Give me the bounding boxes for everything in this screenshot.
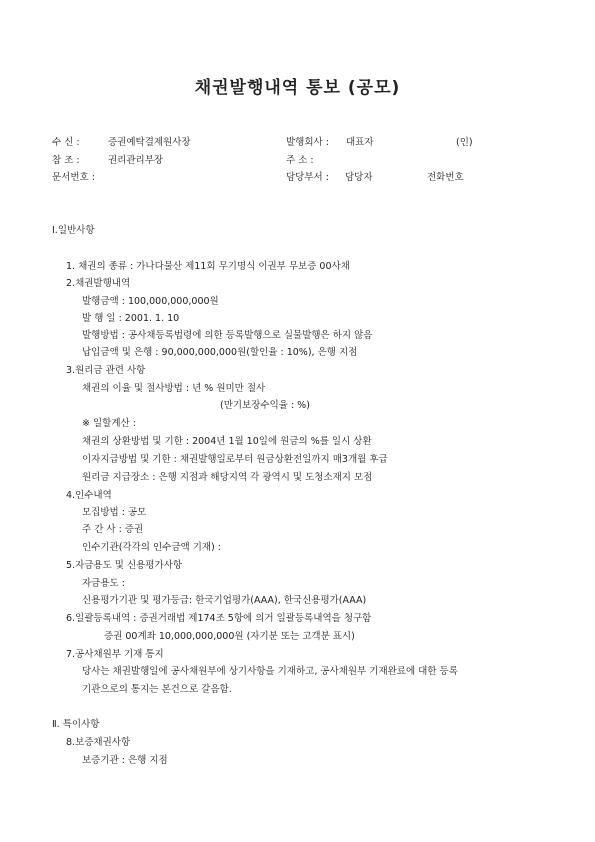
funds-use: 자금용도 : [82,578,125,589]
item-issue-heading: 2.채권발행내역 [66,278,131,289]
redemption-method: 채권의 상환방법 및 기한 : 2004년 1월 10일에 원금의 %를 일시 상환 [82,436,372,447]
reference-label: 참 조 : [52,155,80,166]
item-underwriting-heading: 4.인수내역 [66,490,112,501]
recipient-value: 증권예탁결제원사장 [108,137,191,148]
interest-payment: 이자지급방법 및 기한 : 채권발행일로부터 원금상환전일까지 매3개월 후급 [82,454,388,465]
address-label: 주 소 : [286,155,314,166]
payment-amount: 납입금액 및 은행 : 90,000,000,000원(할인율 : 10%), 은행 지점 [82,347,358,358]
payment-place: 원리금 지급장소 : 은행 지점과 해당지역 각 광역시 및 도청소재지 모점 [82,472,373,483]
dept-value: 담당자 [345,172,373,183]
lead-manager: 주 간 사 : 증권 [82,524,144,535]
ledger-notice-line1: 당사는 채권발행일에 공사채원부에 상기사항을 기재하고, 공사채원부 기재완료에 대한 등록 [82,666,458,677]
issue-method: 발행방법 : 공사채등록법령에 의한 등록발행으로 실물발행은 하지 않음 [82,330,373,341]
item-funds-heading: 5.자금용도 및 신용평가사항 [66,560,183,571]
registration-detail: 증권 00계좌 10,000,000,000원 (자기분 또는 고객분 표시) [104,631,355,642]
reference-value: 권리관리부장 [108,155,164,166]
issuer-label: 발행회사 : [286,137,329,148]
offering-method: 모집방법 : 공모 [82,507,147,518]
item-ledger-heading: 7.공사채원부 기재 통지 [66,649,164,660]
section-heading: Ⅱ. 특이사항 [52,719,100,730]
daily-calc-note: ※ 일할계산 : [82,418,136,429]
item-guarantee-heading: 8.보증채권사항 [66,737,131,748]
guarantor: 보증기관 : 은행 지점 [82,755,168,766]
interest-rate: 채권의 이율 및 절사방법 : 년 % 원미만 절사 [82,383,266,394]
item-registration: 6.일괄등록내역 : 증권거래법 제174조 5항에 의거 일괄등록내역을 청구함 [66,613,372,624]
issue-amount: 발행금액 : 100,000,000,000원 [82,296,219,307]
dept-label: 담당부서 : [286,172,329,183]
recipient-label: 수 신 : [52,137,80,148]
docno-label: 문서번호 : [52,172,95,183]
guaranteed-yield: (만기보장수익율 : %) [220,400,310,411]
item-principal-heading: 3.원리금 관련 사항 [66,365,146,376]
ledger-notice-line2: 기관으로의 통지는 본건으로 갈음함. [82,684,232,695]
phone-label: 전화번호 [427,172,464,183]
issuer-value: 대표자 [346,137,374,148]
issue-date: 발 행 일 : 2001. 1. 10 [82,313,180,324]
section-heading: Ⅰ.일반사항 [52,225,95,236]
underwriters: 인수기관(각각의 인수금액 기재) : [82,542,221,553]
document-title: 채권발행내역 통보 (공모) [194,78,401,98]
seal-mark: (인) [456,137,473,148]
credit-rating: 신용평가기관 및 평가등급: 한국기업평가(AAA), 한국신용평가(AAA) [82,595,367,606]
item-bond-type: 1. 채권의 종류 : 가나다물산 제11회 무기명식 이권부 무보증 00사채 [66,261,350,272]
